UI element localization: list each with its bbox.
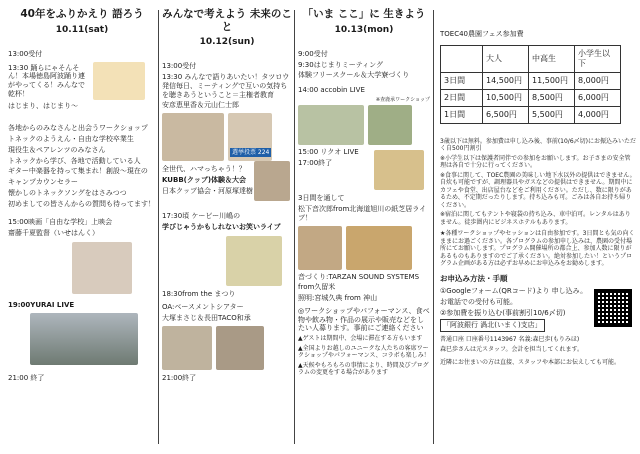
schedule-item: 学びじゃうかもしれないお笑いライブ [162, 222, 281, 231]
apply-step: 「阿波銀行 渦北(いまく)支店」 [440, 319, 545, 332]
schedule-item: 全世代、ハマっちゃう！？ [162, 165, 246, 174]
schedule-item: 18:30from the まつり [162, 290, 236, 299]
apply-step: ①Googleフォーム(QRコード)より 申し込み。 [440, 287, 588, 296]
schedule-item: 9:30はじまりミーティング [298, 60, 384, 69]
schedule-item: 安彦恵里香＆元山仁士郎 [162, 101, 239, 110]
kubb-photo [254, 161, 290, 201]
qr-code-icon[interactable] [594, 289, 632, 327]
schedule-item: from久留米 [298, 283, 336, 292]
table-cell: 11,500円 [529, 72, 575, 89]
table-header-cell: 小学生以下 [575, 45, 621, 72]
day3-title: 「いま ここ」に 生きよう [302, 8, 426, 20]
day3-date: 10.13(mon) [334, 24, 394, 35]
table-header-cell [441, 45, 483, 72]
schedule-item: はじまり、はじまり～ [8, 101, 78, 110]
fee-title: TOEC40農園フェス参加費 [440, 30, 524, 38]
note: ★各種ワークショップやセッションは自由参加です。3日間とも気の向くままにお過ごください。各プログラムの参加申し込みは、農園の受付場所にてお願いします。プログラム開催場所の都合上、参加人数に限りがあるものもありますのでご了承ください。絶対参加したい！というプログラム企画がある方は必ずお早めにお申込みをお勧めします。 [440, 230, 635, 268]
fee-table [440, 45, 621, 124]
comedian-illustration [226, 236, 282, 286]
schedule-item: 現役生＆ペアレンツのみなさん [8, 145, 106, 154]
accobin-photo [298, 105, 364, 145]
dancers-illustration [93, 62, 145, 100]
schedule-item: 19:00YURAI LIVE [8, 300, 75, 309]
rikuo-photo [374, 150, 424, 190]
table-cell: 4,000円 [575, 106, 621, 123]
schedule-item: 17:30頃 ケービー川嶋の [162, 212, 241, 221]
note: ※小学生以下は保護者同伴での参加をお願いします。お子さまの安全管理は各自で十分に行ってください。 [440, 154, 631, 170]
schedule-item: 松下音次郎from北海道旭川の紙芝居ライブ！ [298, 205, 427, 222]
kamishibai-photo [298, 226, 342, 270]
musician2-photo [216, 326, 264, 370]
day2-title: みんなで考えよう 未来のこと [162, 8, 292, 33]
schedule-item: 21:00 終了 [8, 374, 45, 383]
schedule-note: ▲全国よりお越しのユニークな人たちの客席ワークショップやパフォーマンス、コラボも楽しみ！ [298, 344, 430, 360]
schedule-item: 13:00受付 [8, 49, 43, 58]
footer-note: 近隣にお住まいの方は直接、スタッフや本部にお伝えしても可能。 [440, 359, 621, 367]
schedule-item: 照明:宮城久典 from 神山 [298, 294, 378, 303]
table-cell: 10,500円 [483, 89, 529, 106]
workshop-photo [368, 105, 412, 145]
apply-step: お電話での受付も可能。 [440, 297, 517, 306]
note: ※食事に関して、TOEC農園の美味しい地下水以外の提供はできません。自炊も可能ですが、調理器具やガスなどの提供はできません。期間中にカフェや食堂、出店屋台などをご利用ください。ただし、数に限りがあるため、不定期だったりします。持ち込みも可。ごみは各自お持ち帰りください。 [440, 171, 636, 209]
apply-step: 普通口座 口座番号1143967 名義:森巳歩(もりみほ) [440, 336, 580, 344]
divider [158, 10, 159, 444]
note: ※宿泊に関してもテントや寝袋の持ち込み、車中泊可。レンタルはありません。徒歩圏内にビジネスホテルもあります。 [440, 211, 631, 226]
schedule-item: KUBB(クッブ)体験＆大会 [162, 175, 247, 184]
table-cell: 5,500円 [529, 106, 575, 123]
column-day1 [8, 8, 156, 448]
schedule-item: ギター中楽器を持って集まれ！創設～現在の [8, 167, 148, 176]
schedule-note: ▲天候やもろもろの事情により、時間及びプログラムの変更をする場合があります [298, 361, 429, 377]
schedule-item: 大塚まさじ＆長田TACO和承 [162, 313, 251, 322]
table-header-cell: 中高生 [529, 45, 575, 72]
musician1-photo [162, 326, 212, 370]
speaker2-photo [228, 113, 272, 161]
yurai-photo [30, 313, 138, 365]
day1-date: 10.11(sat) [55, 24, 109, 35]
table-cell: 6,000円 [575, 89, 621, 106]
schedule-item: 3日間を通して [298, 194, 345, 203]
table-cell: 3日間 [441, 72, 483, 89]
schedule-item: 音づくり:TARZAN SOUND SYSTEMS [298, 272, 420, 281]
schedule-item: 21:00終了 [162, 373, 197, 382]
table-cell: 8,000円 [575, 72, 621, 89]
schedule-item: OA:ベースメントシアター [162, 303, 244, 312]
director-photo [72, 242, 132, 294]
schedule-item: 17:00終了 [298, 158, 333, 167]
schedule-item: 齋藤千夏監督（いせはんく） [8, 229, 99, 238]
schedule-item: 13:30 踊らにゃそんそん！本場徳島阿波踊り連がやってくる！みんなで乾杯！ [8, 63, 85, 98]
schedule-item: キャンプカウンセラー [8, 178, 78, 187]
day2-date: 10.12(sun) [199, 37, 255, 48]
schedule-item: 各地からのみなさんと出会うワークショップ [8, 124, 148, 133]
schedule-item: 体験フリースクール＆大学寮づくり [298, 71, 410, 80]
divider [433, 10, 434, 444]
day1-title: 40年をふりかえり 語ろう [20, 8, 144, 20]
divider [294, 10, 295, 444]
apply-step: ②参加費を振り込む(事前割引10/6〆切) [440, 308, 566, 317]
schedule-item: 14:00 accobin LIVE [298, 86, 365, 95]
schedule-item: トネックから学び、各地で活動している人 [8, 156, 141, 165]
table-cell: 14,500円 [483, 72, 529, 89]
schedule-item: 13:00受付 [162, 62, 197, 71]
vote-badge: 選挙投票 224 [232, 148, 270, 156]
schedule-item: トネックのようえん・自由な学校卒業生 [8, 135, 134, 144]
apply-title: お申込み方法・手順 [440, 273, 508, 283]
schedule-note: ※查鹿承ワークショップ [375, 96, 430, 103]
apply-step: 森巳歩さんは元スタッフ。会計を担当してくれます。 [440, 345, 584, 353]
column-day3 [298, 8, 430, 448]
column-info [440, 8, 636, 448]
schedule-note: ▲ゲストは期間中、会場に滞在する方もいます [298, 335, 423, 343]
schedule-item: 13:30 みんなで語りあいたい！タツロウ発信毎日、ミーティングで互いの気持ちを聴きあうということ＝主権者教育 [162, 73, 290, 99]
column-day2 [162, 8, 292, 448]
table-cell: 8,500円 [529, 89, 575, 106]
schedule-item: 15:00映画「自由な学校」上映会 [8, 218, 113, 227]
table-cell: 1日間 [441, 106, 483, 123]
table-cell: 2日間 [441, 89, 483, 106]
schedule-item: 9:00受付 [298, 49, 328, 58]
schedule-item: 初めましての皆さんからの質問も待ってます！ [8, 199, 155, 208]
schedule-item: 懐かしのトネックソングをはさみつつ [8, 188, 127, 197]
speaker1-photo [162, 113, 224, 161]
schedule-item: 日本クッブ協会・河原塚達樹 [162, 186, 253, 195]
schedule-item: 15:00 リクオ LIVE [298, 148, 359, 157]
kamishibai-photo-2 [346, 226, 412, 270]
table-header-cell: 大人 [483, 45, 529, 72]
table-cell: 6,500円 [483, 106, 529, 123]
schedule-item: ◎ワークショップやパフォーマンス、食べ物や飲み物・作品の展示や販売などをしたい人募ります。事前にご連絡ください [298, 306, 430, 333]
note: 3歳以下は無料。参加費は申し込み後、事前(10/6〆切)にお振込みいただく自500円割引 [440, 137, 636, 153]
